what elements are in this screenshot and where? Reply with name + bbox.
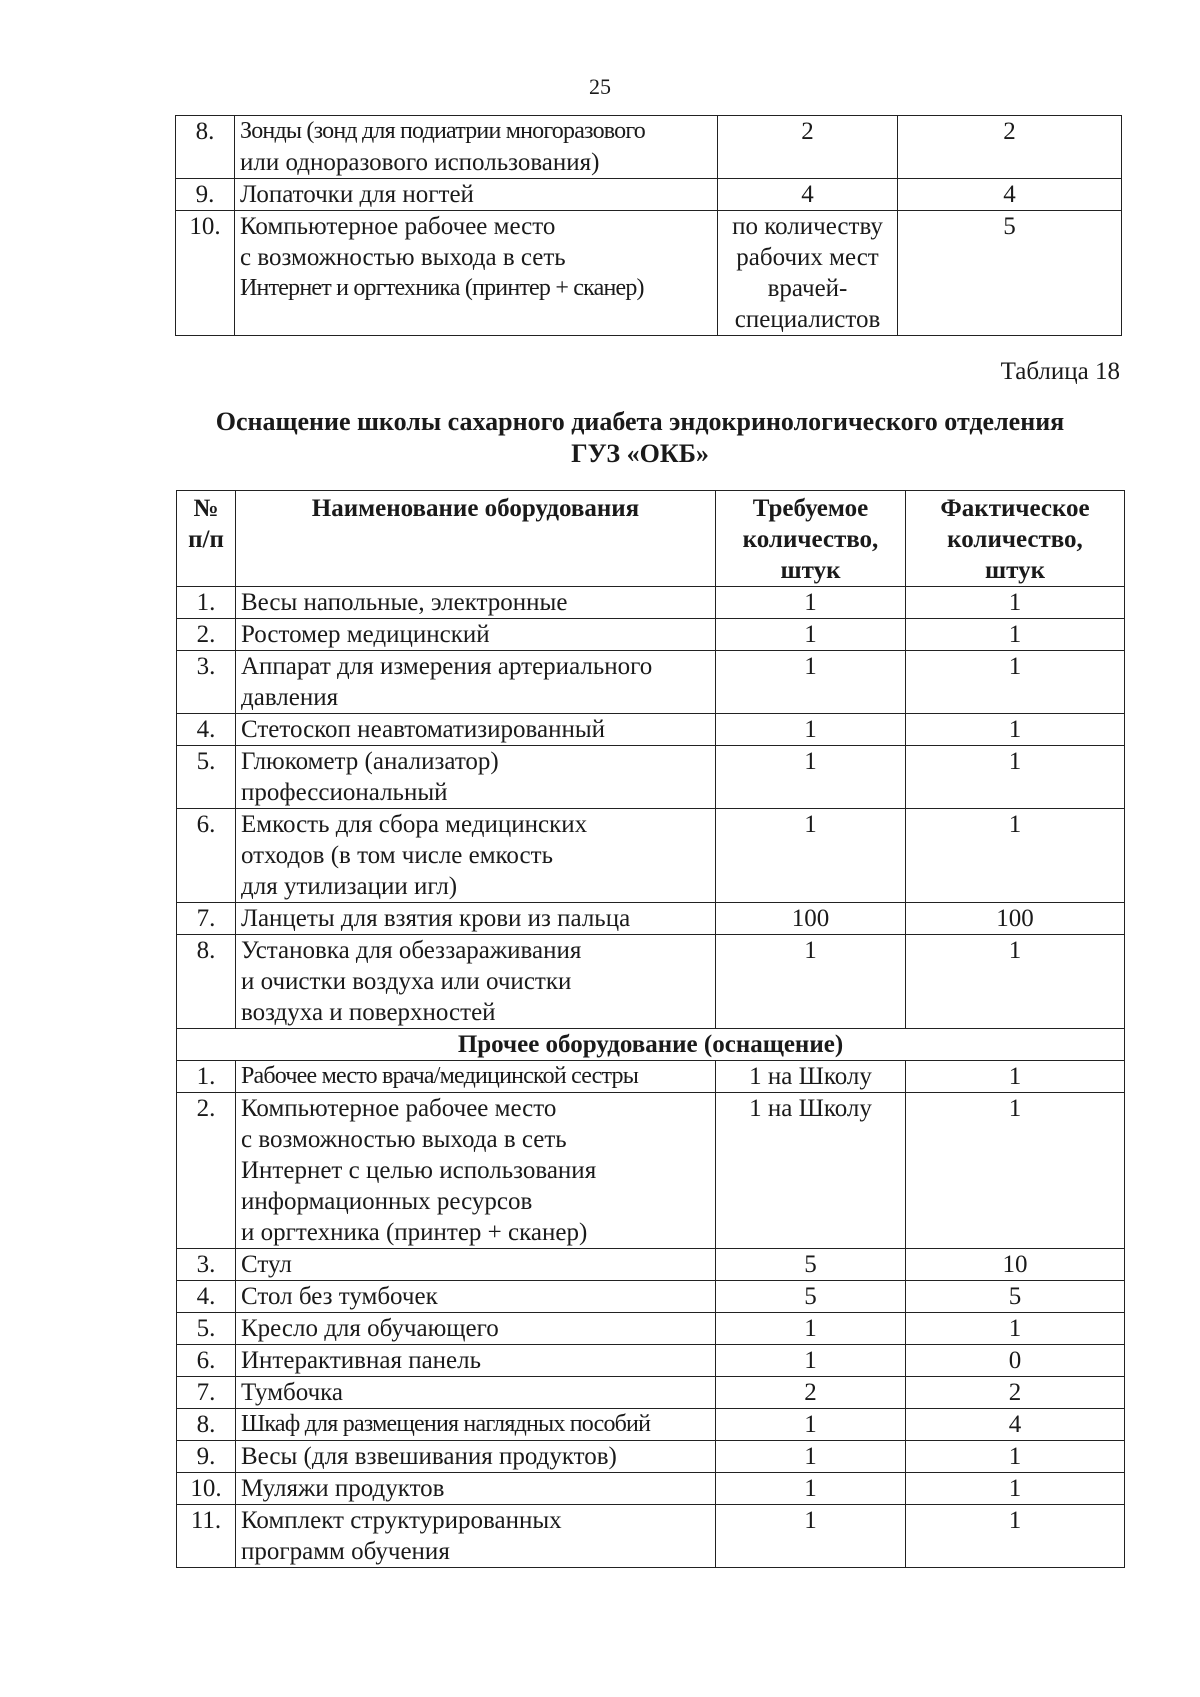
required-quantity-line: 1 [804,1507,817,1534]
equipment-name [236,1281,716,1313]
required-quantity-line: 4 [801,181,814,208]
equipment-name-line: Интерактивная панель [241,1347,482,1374]
table-title-line-2: ГУЗ «ОКБ» [571,439,709,468]
row-number [177,1473,236,1505]
actual-quantity-line: 1 [1008,1063,1022,1090]
table-row [177,619,1125,651]
equipment-name [236,651,716,714]
required-quantity [716,1473,906,1505]
required-quantity [716,619,906,651]
table-row [177,935,1125,1029]
equipment-name-line: с возможностью выхода в сеть [241,1126,567,1153]
actual-quantity-line: 0 [1008,1347,1022,1374]
actual-quantity-line: 1 [1008,937,1022,964]
row-number-line: 9. [195,181,215,208]
equipment-name [236,1061,716,1093]
actual-quantity [906,809,1125,903]
row-number-line: 1. [196,589,216,616]
required-quantity [716,903,906,935]
required-quantity-line: рабочих мест [736,244,879,271]
section-title: Прочее оборудование (оснащение) [177,1029,1125,1061]
equipment-name-line: Ростомер медицинский [241,621,490,648]
row-number [177,935,236,1029]
table-row [177,587,1125,619]
required-quantity-line: 1 [804,1315,817,1342]
row-number [177,903,236,935]
equipment-name [236,746,716,809]
equipment-name-line: Стетоскоп неавтоматизированный [241,716,606,743]
table-row [177,1313,1125,1345]
equipment-name-line: Муляжи продуктов [241,1475,445,1502]
row-number [177,1377,236,1409]
required-quantity-line: специалистов [734,306,881,333]
row-number [177,1281,236,1313]
row-number [177,746,236,809]
table-title [150,406,1130,470]
required-quantity [716,1377,906,1409]
table-row [177,1281,1125,1313]
actual-quantity [906,619,1125,651]
equipment-name-line: профессиональный [241,779,448,806]
equipment-name-line: воздуха и поверхностей [241,999,496,1026]
actual-quantity-line: 1 [1008,621,1022,648]
row-number [177,1505,236,1568]
actual-quantity-line: 100 [996,905,1034,932]
required-quantity [716,1061,906,1093]
table-row [177,1473,1125,1505]
actual-quantity-line: 1 [1008,748,1022,775]
actual-quantity [906,1281,1125,1313]
required-quantity [716,651,906,714]
required-quantity [718,179,898,211]
equipment-name-line: Глюкометр (анализатор) [241,748,499,775]
row-number-line: 5. [196,748,216,775]
actual-quantity [906,1473,1125,1505]
continued-equipment-table [175,115,1122,336]
equipment-name [236,1345,716,1377]
required-quantity-line: 1 [804,748,817,775]
equipment-name-line: Аппарат для измерения артериального [241,653,653,680]
equipment-name-line: или одноразового использования) [240,149,600,176]
required-quantity-line: 1 [804,1411,817,1438]
table-row [177,1345,1125,1377]
actual-quantity-line: 1 [1008,1507,1022,1534]
equipment-name-line: Стол без тумбочек [241,1283,438,1310]
required-quantity [716,1281,906,1313]
equipment-name-line: Ланцеты для взятия крови из пальца [241,905,631,932]
header-required-quantity-line: Требуемое [752,495,869,522]
equipment-name-line: Рабочее место врача/медицинской сестры [241,1063,639,1089]
row-number-line: 8. [196,1411,216,1438]
table-caption: Таблица 18 [1000,358,1120,385]
actual-quantity [906,714,1125,746]
required-quantity-line: 1 [804,621,817,648]
row-number [177,1249,236,1281]
actual-quantity [906,746,1125,809]
header-actual-quantity-line: Фактическое [940,495,1090,522]
required-quantity [716,746,906,809]
table-row [177,1441,1125,1473]
equipment-name-line: информационных ресурсов [241,1188,533,1215]
table-row [177,714,1125,746]
actual-quantity [906,1249,1125,1281]
table-row [177,1377,1125,1409]
required-quantity-line: 100 [791,905,830,932]
actual-quantity-line: 1 [1008,1315,1022,1342]
row-number-line: 7. [196,905,216,932]
table-row [177,1093,1125,1249]
actual-quantity-line: 1 [1008,1475,1022,1502]
actual-quantity-line: 1 [1008,1443,1022,1470]
actual-quantity-line: 10 [1002,1251,1028,1278]
required-quantity-line: 1 [804,716,817,743]
actual-quantity [906,1505,1125,1568]
required-quantity [716,1249,906,1281]
actual-quantity [898,179,1122,211]
required-quantity [718,116,898,179]
equipment-name [236,935,716,1029]
actual-quantity-line: 2 [1003,118,1016,145]
row-number-line: 10. [190,1475,222,1502]
header-actual-quantity-line: количество, [947,526,1083,553]
required-quantity-line: 5 [804,1251,817,1278]
equipment-name-line: Интернет с целью использования [241,1157,597,1184]
equipment-name [236,809,716,903]
header-number [177,491,236,587]
equipment-name-line: Зонды (зонд для подиатрии многоразового [240,118,646,144]
table-row [177,1505,1125,1568]
equipment-name [236,587,716,619]
equipment-name [236,1093,716,1249]
equipment-name-line: Интернет и оргтехника (принтер + сканер) [240,275,644,301]
equipment-name [236,1313,716,1345]
page-number: 25 [589,74,611,99]
equipment-name [236,903,716,935]
equipment-name-line: и очистки воздуха или очистки [241,968,572,995]
actual-quantity [906,587,1125,619]
row-number [176,116,235,179]
required-quantity-line: 1 на Школу [749,1063,872,1090]
required-quantity-line: 1 [804,589,817,616]
row-number [177,1061,236,1093]
actual-quantity [906,1093,1125,1249]
equipment-name-line: Стул [241,1251,292,1278]
actual-quantity [906,1313,1125,1345]
row-number-line: 4. [196,1283,216,1310]
required-quantity [718,211,898,336]
continued-table-body [176,116,1122,336]
equipment-name [235,211,718,336]
required-quantity [716,1441,906,1473]
table-row [177,1061,1125,1093]
actual-quantity-line: 4 [1008,1411,1022,1438]
equipment-name [236,1473,716,1505]
table-title-line-1: Оснащение школы сахарного диабета эндокринологического отделения [215,407,1065,436]
equipment-name [236,714,716,746]
equipment-name-line: Кресло для обучающего [241,1315,499,1342]
header-required-quantity [716,491,906,587]
row-number-line: 9. [196,1443,216,1470]
required-quantity-line: 1 [804,937,817,964]
equipment-name [235,116,718,179]
row-number [177,1345,236,1377]
equipment-name-line: Комплект структурированных [241,1507,562,1534]
actual-quantity [906,935,1125,1029]
header-actual-quantity [906,491,1125,587]
actual-quantity-line: 5 [1003,213,1016,240]
required-quantity-line: 2 [804,1379,817,1406]
equipment-name-line: и оргтехника (принтер + сканер) [241,1219,588,1246]
required-quantity-line: 1 на Школу [749,1095,872,1122]
row-number-line: 6. [196,1347,216,1374]
equipment-name [236,1441,716,1473]
equipment-name-line: Установка для обеззараживания [241,937,582,964]
section-row [177,1029,1125,1061]
row-number-line: 7. [196,1379,216,1406]
table-row [177,1249,1125,1281]
row-number [176,179,235,211]
required-quantity-line: 2 [801,118,814,145]
required-quantity [716,1345,906,1377]
required-quantity [716,587,906,619]
table-row [177,903,1125,935]
row-number [177,651,236,714]
table-row [177,809,1125,903]
header-equipment-name-line: Наименование оборудования [311,495,640,522]
actual-quantity-line: 1 [1008,589,1022,616]
row-number-line: 1. [196,1063,216,1090]
row-number-line: 2. [196,621,216,648]
row-number-line: 10. [189,213,221,240]
required-quantity [716,1505,906,1568]
actual-quantity-line: 1 [1008,716,1022,743]
actual-quantity [906,651,1125,714]
required-quantity-line: по количеству [732,213,883,240]
actual-quantity [906,903,1125,935]
row-number-line: 8. [195,118,215,145]
actual-quantity-line: 5 [1008,1283,1022,1310]
row-number-line: 6. [196,811,216,838]
equipment-name-line: с возможностью выхода в сеть [240,244,566,271]
table-row [177,651,1125,714]
equipment-name-line: Компьютерное рабочее место [240,213,556,240]
equipment-name-line: Весы (для взвешивания продуктов) [241,1443,617,1470]
equipment-name-line: Шкаф для размещения наглядных пособий [241,1411,651,1437]
row-number [177,714,236,746]
header-actual-quantity-line: штук [985,557,1045,584]
header-row [177,491,1125,587]
row-number-line: 4. [196,716,216,743]
row-number [176,211,235,336]
equipment-name-line: давления [241,684,339,711]
required-quantity [716,1093,906,1249]
equipment-name [236,1249,716,1281]
actual-quantity [906,1409,1125,1441]
equipment-name [236,1377,716,1409]
actual-quantity-line: 2 [1008,1379,1022,1406]
equipment-name [236,1409,716,1441]
equipment-name-line: отходов (в том числе емкость [241,842,553,869]
table-row [176,211,1122,336]
table-row [176,179,1122,211]
equipment-name-line: Емкость для сбора медицинских [241,811,588,838]
row-number-line: 5. [196,1315,216,1342]
required-quantity [716,935,906,1029]
equipment-name [235,179,718,211]
row-number-line: 11. [190,1507,222,1534]
equipment-name-line: программ обучения [241,1538,450,1565]
actual-quantity-line: 1 [1008,653,1022,680]
row-number [177,1313,236,1345]
equipment-name-line: для утилизации игл) [241,873,458,900]
table-row [177,1409,1125,1441]
equipment-name-line: Тумбочка [241,1379,344,1406]
required-quantity-line: врачей- [767,275,848,302]
actual-quantity [906,1441,1125,1473]
row-number-line: 3. [196,1251,216,1278]
actual-quantity [898,211,1122,336]
required-quantity-line: 1 [804,1347,817,1374]
actual-quantity [906,1061,1125,1093]
equipment-name-line: Весы напольные, электронные [241,589,568,616]
equipment-name [236,619,716,651]
row-number-line: 2. [196,1095,216,1122]
row-number [177,619,236,651]
required-quantity-line: 1 [804,1443,817,1470]
actual-quantity-line: 4 [1003,181,1016,208]
required-quantity-line: 1 [804,811,817,838]
equipment-name [236,1505,716,1568]
row-number-line: 3. [196,653,216,680]
required-quantity-line: 5 [804,1283,817,1310]
main-table-body [177,587,1125,1568]
header-number-line: № [193,495,219,522]
header-equipment-name [236,491,716,587]
required-quantity [716,714,906,746]
header-number-line: п/п [188,526,224,553]
actual-quantity [898,116,1122,179]
row-number [177,809,236,903]
actual-quantity-line: 1 [1008,1095,1022,1122]
actual-quantity [906,1345,1125,1377]
row-number [177,1093,236,1249]
required-quantity [716,809,906,903]
required-quantity-line: 1 [804,1475,817,1502]
diabetes-school-equipment-table [176,490,1125,1568]
row-number-line: 8. [196,937,216,964]
header-required-quantity-line: количество, [742,526,879,553]
header-required-quantity-line: штук [780,557,841,584]
actual-quantity-line: 1 [1008,811,1022,838]
required-quantity-line: 1 [804,653,817,680]
actual-quantity [906,1377,1125,1409]
required-quantity [716,1313,906,1345]
table-row [177,746,1125,809]
row-number [177,1441,236,1473]
equipment-name-line: Компьютерное рабочее место [241,1095,557,1122]
required-quantity [716,1409,906,1441]
equipment-name-line: Лопаточки для ногтей [240,181,474,208]
row-number [177,587,236,619]
row-number [177,1409,236,1441]
table-row [176,116,1122,179]
